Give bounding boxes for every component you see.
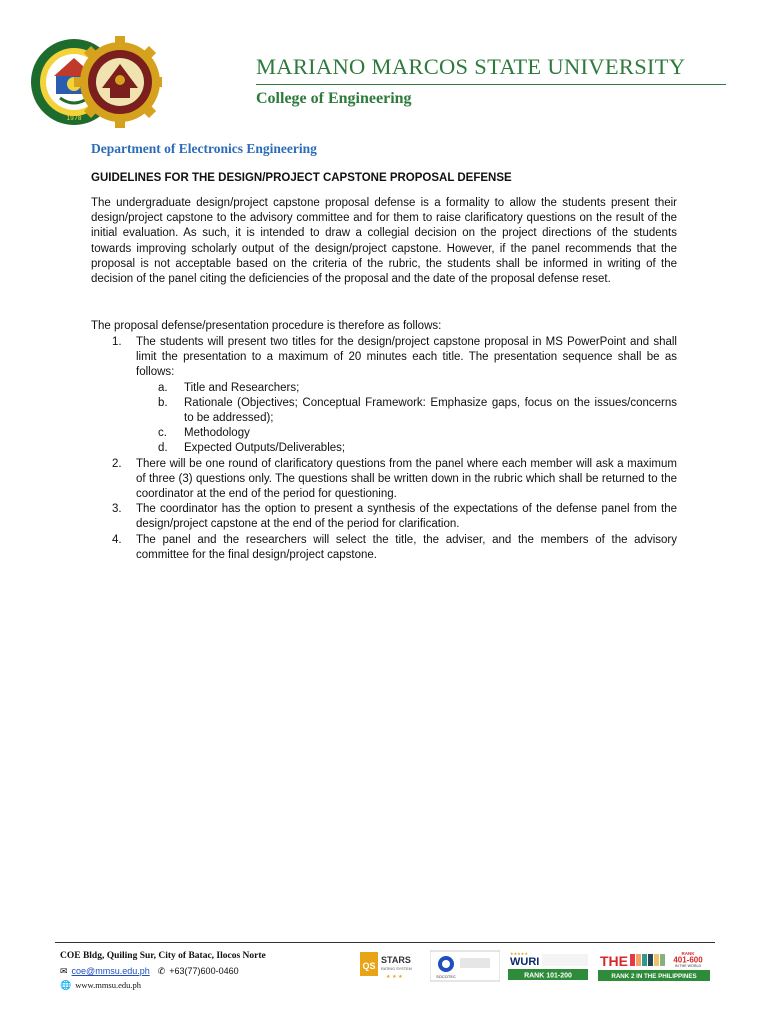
step-number: 4. — [112, 533, 122, 546]
footer-contact — [60, 966, 239, 976]
phone-number: +63(77)600-0460 — [169, 966, 239, 976]
the-rank: 401-600 — [673, 955, 703, 965]
stars-rating-icon: ★ ★ ★ — [386, 974, 403, 980]
presentation-sequence-list — [112, 381, 677, 457]
sequence-text: Title and Researchers; — [184, 381, 300, 394]
sequence-text: Methodology — [184, 427, 250, 440]
the-label: THE — [600, 953, 628, 969]
college-name: College of Engineering — [256, 90, 412, 107]
the-rank-world: IN THE WORLD — [674, 964, 702, 968]
phone-icon: ✆ — [157, 965, 166, 976]
procedure-step — [112, 457, 677, 503]
sequence-letter: a. — [158, 381, 168, 394]
step-text: The panel and the researchers will select the title, the adviser, and the members of the advisory committee for the final design/project capstone. — [136, 533, 677, 561]
socotec-badge — [430, 950, 500, 982]
university-name: MARIANO MARCOS STATE UNIVERSITY — [256, 54, 686, 79]
stars-sublabel: RATING SYSTEM — [381, 967, 412, 971]
procedure-step — [112, 533, 677, 563]
sequence-text: Rationale (Objectives; Conceptual Framework: Emphasize gaps, focus on the issues/concerns to be addressed); — [184, 396, 677, 425]
email-link[interactable]: coe@mmsu.edu.ph — [71, 966, 150, 976]
step-text: The coordinator has the option to present a synthesis of the expectations of the defense panel from the design/project capstone at the end of the period for clarification. — [136, 503, 677, 531]
sequence-letter: d. — [158, 442, 168, 455]
step-number: 1. — [112, 336, 122, 348]
header-divider — [256, 84, 726, 85]
socotec-label: SOCOTEC — [436, 974, 456, 979]
sequence-item — [136, 381, 677, 396]
the-ph-rank: RANK 2 IN THE PHILIPPINES — [611, 973, 697, 980]
university-seals — [30, 36, 162, 128]
step-text: The students will present two titles for the design/project capstone proposal in MS PowerPoint and shall limit the presentation to a maximum of 20 minutes each title. The presentation sequence shall be as follows: — [136, 336, 677, 379]
the-rank-label: RANK — [681, 951, 695, 956]
seal-year: 1978 — [66, 115, 82, 122]
procedure-list — [112, 335, 677, 563]
footer-address: COE Bldg, Quiling Sur, City of Batac, Ilocos Norte — [60, 951, 266, 961]
department-name: Department of Electronics Engineering — [91, 141, 317, 156]
sequence-item — [136, 441, 677, 456]
sequence-text: Expected Outputs/Deliverables; — [184, 442, 346, 455]
website-link[interactable]: www.mmsu.edu.ph — [75, 980, 142, 990]
sequence-letter: b. — [158, 396, 168, 409]
ranking-badges — [360, 950, 720, 984]
procedure-intro: The proposal defense/presentation procedure is therefore as follows: — [91, 320, 442, 332]
email-icon: ✉ — [60, 965, 68, 976]
document-heading: GUIDELINES FOR THE DESIGN/PROJECT CAPSTONE PROPOSAL DEFENSE — [91, 172, 512, 184]
stars-label: STARS — [381, 955, 411, 965]
footer-website — [60, 980, 141, 990]
step-text: There will be one round of clarificatory questions from the panel where each member will ask a maximum of three (3) questions only. The questions shall be written down in the rubric which shall be returned to the coordinator at the end of the period for questioning. — [136, 457, 677, 501]
sequence-item — [136, 396, 677, 426]
step-number: 3. — [112, 503, 122, 516]
qs-label: QS — [362, 961, 376, 971]
wuri-badge — [508, 950, 590, 982]
wuri-stars-icon: ★★★★★ — [510, 951, 528, 956]
wuri-label: WURI — [510, 956, 540, 968]
the-impact-badge — [598, 950, 710, 982]
letterhead — [30, 32, 740, 132]
procedure-step — [112, 335, 677, 381]
sequence-letter: c. — [158, 427, 167, 440]
qs-stars-badge — [360, 950, 424, 982]
globe-icon: 🌐 — [60, 979, 72, 990]
intro-paragraph: The undergraduate design/project capstone proposal defense is a formality to allow the students present their design/project capstone to the advisory committee and for them to raise clarificatory questions on the result of the initial evaluation. As such, it is intended to draw a collegial decision on the project directions of the students towards improving scholarly output of the design/project capstone. However, if the panel recommends that the proposal is not acceptable based on the criteria of the rubric, the students shall be informed in writing of the decision of the panel citing the deficiencies of the proposal and the date of the proposal defense reset. — [91, 197, 677, 286]
sequence-item — [136, 426, 677, 441]
mmsu-seal-icon — [30, 36, 162, 128]
wuri-rank: RANK 101-200 — [524, 972, 572, 980]
procedure-step — [112, 502, 677, 532]
footer-divider — [55, 942, 715, 943]
step-number: 2. — [112, 457, 122, 470]
